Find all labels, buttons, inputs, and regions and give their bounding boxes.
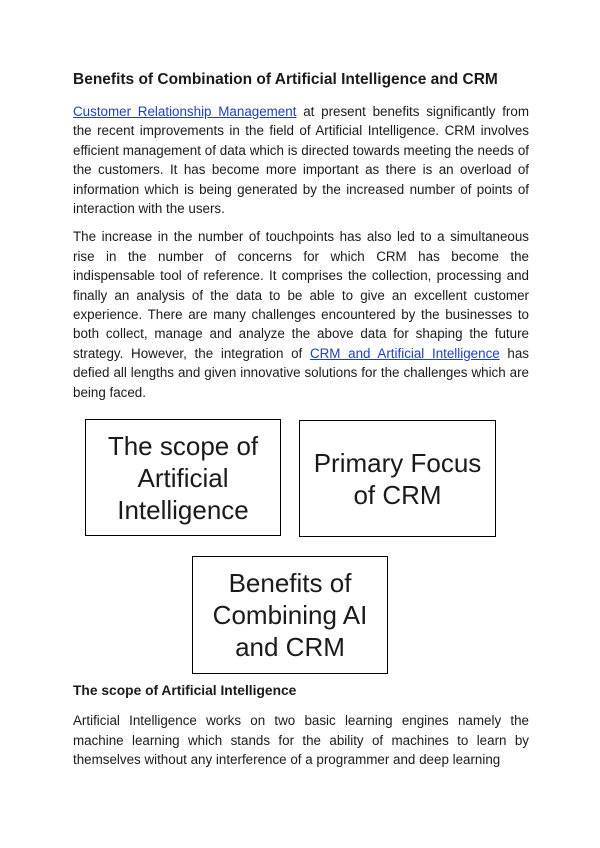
document-body [73,70,529,411]
primary-focus-crm-box [299,420,496,537]
benefits-box-label: Benefits of Combining AI and CRM [212,568,368,662]
document-title: Benefits of Combination of Artificial Intelligence and CRM [73,71,498,88]
touchpoints-paragraph [73,227,529,402]
primary-focus-crm-box-label: Primary Focus of CRM [313,447,482,510]
touchpoints-text-before-link: The increase in the number of touchpoints has also led to a simultaneous rise in the number of concerns for which CRM has become the indispensable tool of reference. It comprises the collection, processing and finally an analysis of the data to be able to give an excellent customer experience. There are many challenges encountered by the businesses to both collect, manage and analyze the above data for shaping the future strategy. However, the integration of [73,229,529,361]
intro-paragraph-text: at present benefits significantly from the recent improvements in the field of Artificial Intelligence. CRM involves efficient management of data which is directed towards meeting the needs of the customers. It has become more important as there is an overload of information which is being generated by the increased number of points of interaction with the users. [73,104,529,217]
scope-of-ai-box [85,419,281,536]
crm-ai-link[interactable]: CRM and Artificial Intelligence [309,345,500,361]
scope-of-ai-box-label: The scope of Artificial Intelligence [107,430,259,525]
touchpoints-text-after-link: has defied all lengths and given innovative solutions for the challenges which are being faced. [73,345,529,400]
intro-paragraph [73,102,529,218]
crm-link[interactable]: Customer Relationship Management [73,104,297,119]
section-heading-scope-of-ai: The scope of Artificial Intelligence [73,683,297,698]
benefits-box [192,556,388,674]
scope-of-ai-paragraph: Artificial Intelligence works on two basic learning engines namely the machine learning which stands for the ability of machines to learn by themselves without any interference of a programmer and deep learning [73,713,529,768]
